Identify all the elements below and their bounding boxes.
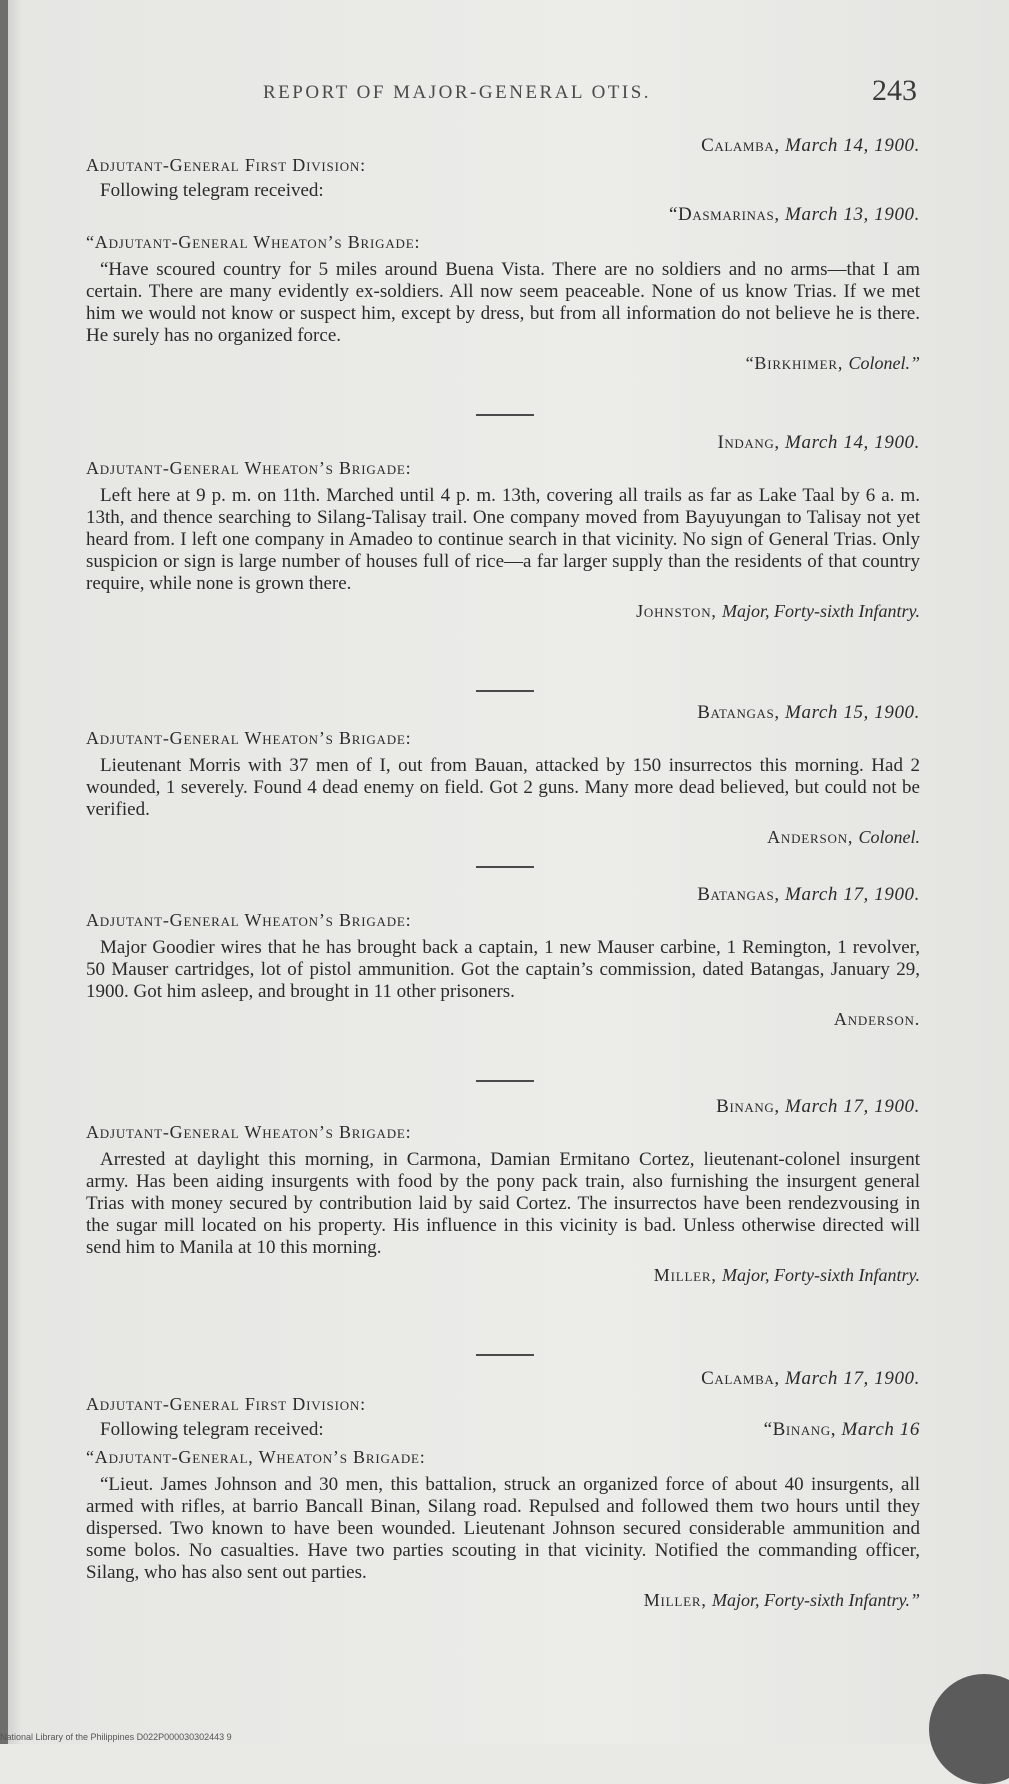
signature-name: Miller, — [653, 1265, 717, 1285]
dateline — [86, 884, 920, 906]
dateline-date: March 17, 1900. — [785, 1096, 920, 1117]
section-divider — [476, 1354, 534, 1356]
addressee: Adjutant-General Wheaton’s Brigade: — [86, 728, 412, 748]
inner-dateline-place: “Binang, — [763, 1419, 837, 1440]
dateline-date: March 14, 1900. — [785, 135, 920, 156]
dateline — [86, 1096, 920, 1118]
dateline-date: March 14, 1900. — [785, 432, 920, 453]
dateline — [86, 135, 920, 157]
intro-line: Following telegram received: — [100, 180, 324, 201]
running-title: REPORT OF MAJOR-GENERAL OTIS. — [263, 82, 652, 103]
dateline-date: March 15, 1900. — [785, 702, 920, 723]
inner-dateline-date: March 16 — [841, 1419, 920, 1440]
signature-name: Johnston, — [636, 601, 717, 621]
signature — [86, 601, 920, 622]
message-body: Arrested at daylight this morning, in Carmona, Damian Ermitano Cortez, lieutenant-colonel insurgent army. Has been aiding insurgents with food by the pony pack train, also furnishing the insurgent general Trias with money secured by contribution laid by said Cortez. The insurrectos have been rendezvousing in the sugar mill located on his property. His influence in this vicinity is bad. Unless otherwise directed will send him to Manila at 10 this morning. — [86, 1149, 920, 1258]
section-divider — [476, 1080, 534, 1082]
section-divider — [476, 414, 534, 416]
dateline-date: March 17, 1900. — [785, 1368, 920, 1389]
dateline-place: Calamba, — [701, 135, 780, 156]
signature-name: Anderson, — [767, 827, 854, 847]
addressee: Adjutant-General Wheaton’s Brigade: — [86, 910, 412, 930]
dateline — [86, 702, 920, 724]
message-body: Lieutenant Morris with 37 men of I, out from Bauan, attacked by 150 insurrectos this morning. Had 2 wounded, 1 severely. Found 4 dead enemy on field. Got 2 guns. Many more dead believed, but could not be verified. — [86, 755, 920, 820]
signature — [86, 1590, 920, 1611]
dateline-place: Indang, — [717, 432, 780, 453]
telegram-3 — [86, 702, 920, 848]
dateline-place: Binang, — [716, 1096, 780, 1117]
addressee: Adjutant-General Wheaton’s Brigade: — [86, 458, 412, 478]
signature-title: Major, Forty-sixth Infantry.” — [712, 1590, 920, 1610]
addressee: Adjutant-General First Division: — [86, 155, 366, 175]
telegram-4 — [86, 884, 920, 1030]
signature-name: Anderson. — [833, 1009, 920, 1029]
signature — [86, 353, 920, 374]
message-body: “Have scoured country for 5 miles around Buena Vista. There are no soldiers and no arms—that I am certain. There are many evidently ex-soldiers. All now seem peaceable. None of us know Trias. If we met him we would not know or suspect him, except by dress, but from all information do not believe he is there. He surely has no organized force. — [86, 259, 920, 346]
inner-addressee: “Adjutant-General Wheaton’s Brigade: — [86, 232, 421, 252]
dateline-place: Batangas, — [697, 884, 780, 905]
telegram-1 — [86, 135, 920, 374]
signature — [86, 1265, 920, 1286]
library-credit: National Library of the Philippines D022P000030302443 9 — [0, 1732, 232, 1742]
signature — [86, 1009, 920, 1030]
signature-name: “Birkhimer, — [745, 353, 844, 373]
inner-addressee: “Adjutant-General, Wheaton’s Brigade: — [86, 1447, 426, 1467]
inner-dateline-date: March 13, 1900. — [785, 204, 920, 225]
signature-name: Miller, — [643, 1590, 707, 1610]
signature — [86, 827, 920, 848]
dateline — [86, 432, 920, 454]
telegram-6 — [86, 1368, 920, 1611]
dateline-date: March 17, 1900. — [785, 884, 920, 905]
addressee: Adjutant-General First Division: — [86, 1394, 366, 1414]
message-body: Left here at 9 p. m. on 11th. Marched until 4 p. m. 13th, covering all trails as far as Lake Taal by 6 a. m. 13th, and thence searching to Silang-Talisay trail. One company moved from Bayuyungan to Talisay not yet heard from. I left one company in Amadeo to continue search in that vicinity. No sign of General Trias. Only suspicion or sign is large number of houses full of rice—a far larger supply than the residents of that country require, while none is grown there. — [86, 485, 920, 594]
telegram-5 — [86, 1096, 920, 1286]
addressee: Adjutant-General Wheaton’s Brigade: — [86, 1122, 412, 1142]
section-divider — [476, 866, 534, 868]
inner-dateline-place: “Dasmarinas, — [669, 204, 780, 225]
intro-line: Following telegram received: — [100, 1419, 324, 1440]
telegram-2 — [86, 432, 920, 622]
message-body: “Lieut. James Johnson and 30 men, this battalion, struck an organized force of about 40 insurgents, all armed with rifles, at barrio Bancall Binan, Silang road. Repulsed and followed them two hours until they dispersed. Two known to have been wounded. Lieutenant Johnson secured considerable ammunition and some bolos. No casualties. Have two parties scouting in that vicinity. Notified the commanding officer, Silang, who has also sent out parties. — [86, 1474, 920, 1583]
dateline — [86, 1368, 920, 1390]
signature-title: Major, Forty-sixth Infantry. — [722, 1265, 920, 1285]
dateline-place: Calamba, — [701, 1368, 780, 1389]
section-divider — [476, 690, 534, 692]
page-number: 243 — [872, 74, 917, 107]
signature-title: Colonel.” — [848, 353, 920, 373]
message-body: Major Goodier wires that he has brought back a captain, 1 new Mauser carbine, 1 Remington, 1 revolver, 50 Mauser cartridges, lot of pistol ammunition. Got the captain’s commission, dated Batangas, January 29, 1900. Got him asleep, and brought in 11 other prisoners. — [86, 937, 920, 1002]
signature-title: Colonel. — [858, 827, 920, 847]
inner-dateline — [86, 204, 920, 226]
signature-title: Major, Forty-sixth Infantry. — [722, 601, 920, 621]
dateline-place: Batangas, — [697, 702, 780, 723]
